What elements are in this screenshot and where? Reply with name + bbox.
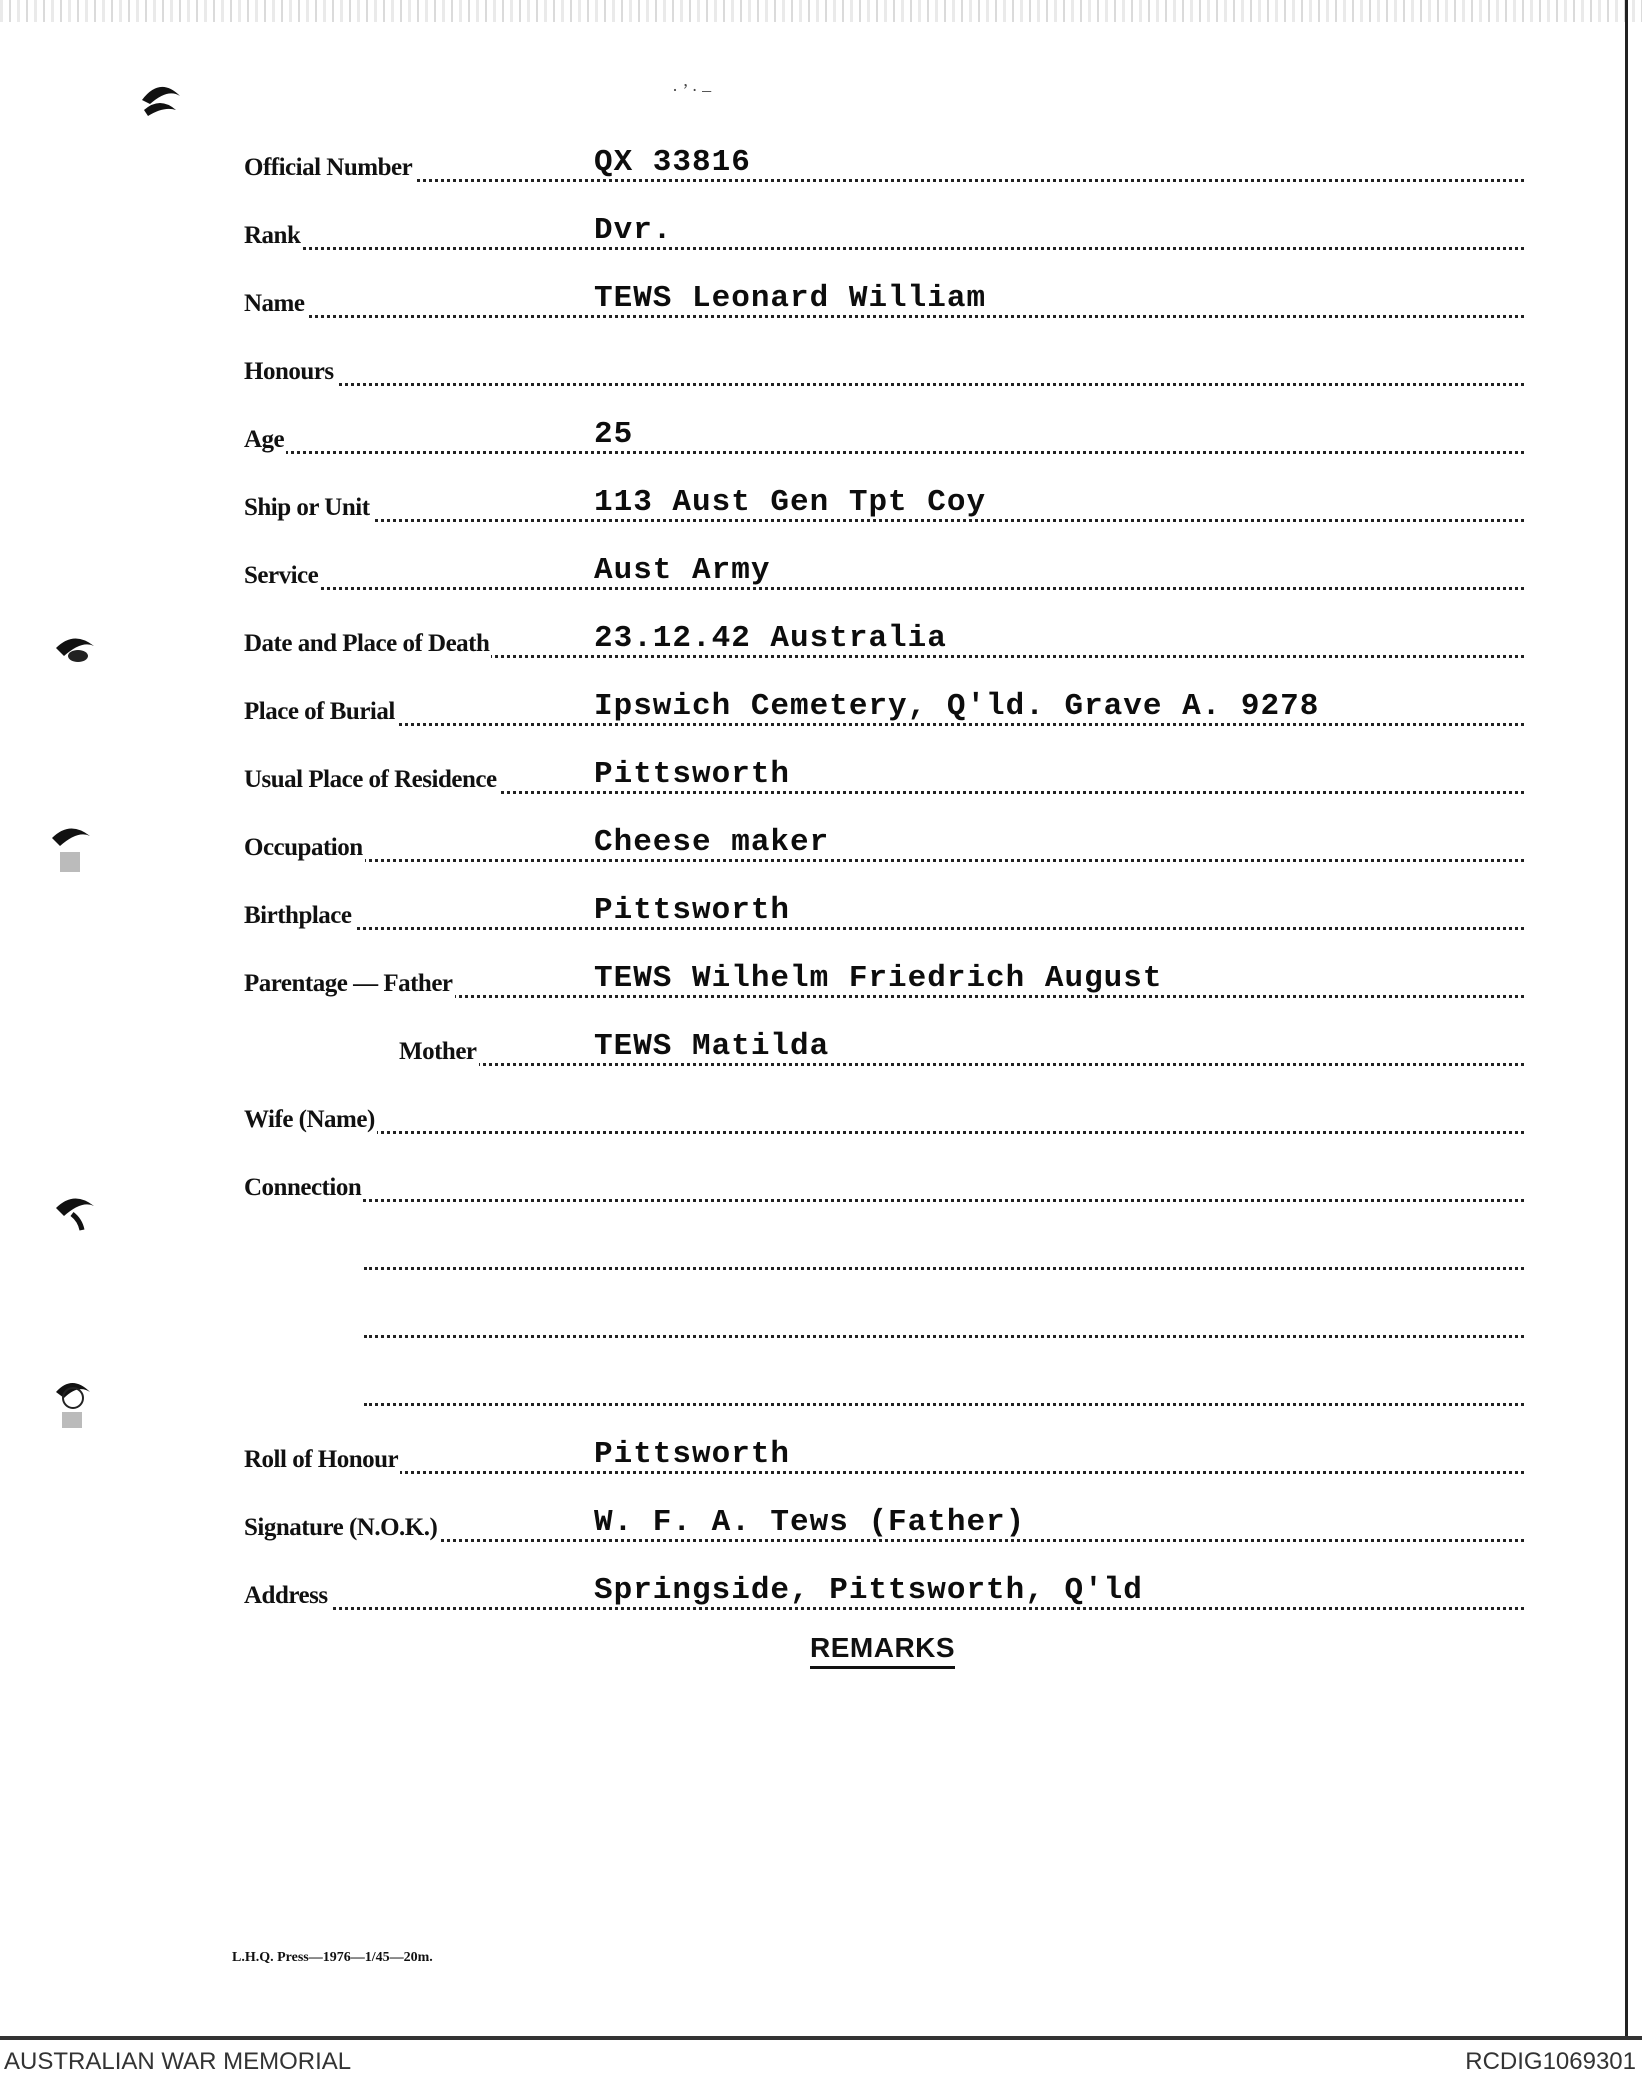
field-label: Ship or Unit — [244, 494, 370, 521]
scan-mark: · ’ · – — [672, 80, 712, 100]
printer-imprint: L.H.Q. Press—1976—1/45—20m. — [232, 1950, 433, 1965]
field-label: Occupation — [244, 834, 363, 861]
field-row — [244, 1029, 1524, 1072]
scan-edge-bottom — [0, 2036, 1642, 2040]
field-value: W. F. A. Tews (Father) — [594, 1505, 1026, 1540]
dotted-rule — [244, 179, 1524, 182]
field-row — [244, 213, 1524, 256]
field-row — [244, 352, 1524, 392]
field-label: Signature (N.O.K.) — [244, 1514, 438, 1541]
dotted-rule — [244, 1471, 1524, 1474]
punch-hole-icon — [138, 74, 184, 134]
field-value: Pittsworth — [594, 893, 791, 928]
field-value: Springside, Pittsworth, Q'ld — [594, 1573, 1143, 1608]
field-value: 113 Aust Gen Tpt Coy — [594, 485, 987, 520]
field-label: Parentage — Father — [244, 970, 453, 997]
dotted-rule — [364, 1267, 1524, 1270]
dotted-rule — [364, 1335, 1524, 1338]
field-row — [244, 689, 1524, 732]
remarks-heading: REMARKS — [810, 1632, 955, 1669]
field-label: Service — [244, 562, 319, 589]
field-label: Rank — [244, 222, 301, 249]
field-label: Roll of Honour — [244, 1446, 399, 1473]
punch-hole-icon — [48, 816, 94, 876]
field-row — [244, 893, 1524, 936]
field-row — [244, 1100, 1524, 1140]
dotted-rule — [244, 1131, 1524, 1134]
field-row — [244, 621, 1524, 664]
field-label: Honours — [244, 358, 334, 385]
field-row — [244, 757, 1524, 800]
field-value: 25 — [594, 417, 634, 452]
field-value: TEWS Matilda — [594, 1029, 830, 1064]
field-row — [244, 553, 1524, 596]
record-id: RCDIG1069301 — [1465, 2048, 1636, 2075]
field-label: Date and Place of Death — [244, 630, 490, 657]
punch-hole-icon — [50, 1370, 96, 1430]
field-row — [244, 825, 1524, 868]
archive-footer — [0, 2042, 1642, 2082]
dotted-rule — [399, 1063, 1524, 1066]
field-value: Ipswich Cemetery, Q'ld. Grave A. 9278 — [594, 689, 1320, 724]
field-label: Place of Burial — [244, 698, 395, 725]
field-label: Wife (Name) — [244, 1106, 375, 1133]
field-label: Birthplace — [244, 902, 352, 929]
field-value: TEWS Leonard William — [594, 281, 987, 316]
field-row — [244, 281, 1524, 324]
field-value: Pittsworth — [594, 1437, 791, 1472]
punch-hole-icon — [52, 1186, 98, 1246]
field-label: Mother — [399, 1038, 477, 1065]
field-value: 23.12.42 Australia — [594, 621, 947, 656]
field-label: Usual Place of Residence — [244, 766, 497, 793]
field-label: Name — [244, 290, 305, 317]
dotted-rule — [244, 927, 1524, 930]
connection-line — [244, 1304, 1524, 1344]
field-value: QX 33816 — [594, 145, 751, 180]
field-row — [244, 145, 1524, 188]
connection-line — [244, 1236, 1524, 1276]
field-value: Pittsworth — [594, 757, 791, 792]
field-row — [244, 961, 1524, 1004]
field-row — [244, 1437, 1524, 1480]
dotted-rule — [244, 859, 1524, 862]
dotted-rule — [244, 383, 1524, 386]
dotted-rule — [244, 451, 1524, 454]
field-row — [244, 417, 1524, 460]
dotted-rule — [364, 1403, 1524, 1406]
dotted-rule — [244, 247, 1524, 250]
field-row — [244, 1168, 1524, 1208]
field-value: Aust Army — [594, 553, 771, 588]
field-label: Official Number — [244, 154, 413, 181]
field-label: Connection — [244, 1174, 362, 1201]
scan-edge-top — [0, 0, 1642, 22]
field-row — [244, 1573, 1524, 1616]
field-row — [244, 1505, 1524, 1548]
field-row — [244, 485, 1524, 528]
field-label: Address — [244, 1582, 328, 1609]
dotted-rule — [244, 1199, 1524, 1202]
field-label: Age — [244, 426, 285, 453]
field-value: TEWS Wilhelm Friedrich August — [594, 961, 1163, 996]
field-value: Cheese maker — [594, 825, 830, 860]
punch-hole-icon — [52, 626, 98, 686]
field-value: Dvr. — [594, 213, 673, 248]
institution-name: AUSTRALIAN WAR MEMORIAL — [4, 2048, 352, 2075]
connection-line — [244, 1372, 1524, 1412]
dotted-rule — [244, 587, 1524, 590]
scan-edge-right — [1625, 0, 1642, 2040]
